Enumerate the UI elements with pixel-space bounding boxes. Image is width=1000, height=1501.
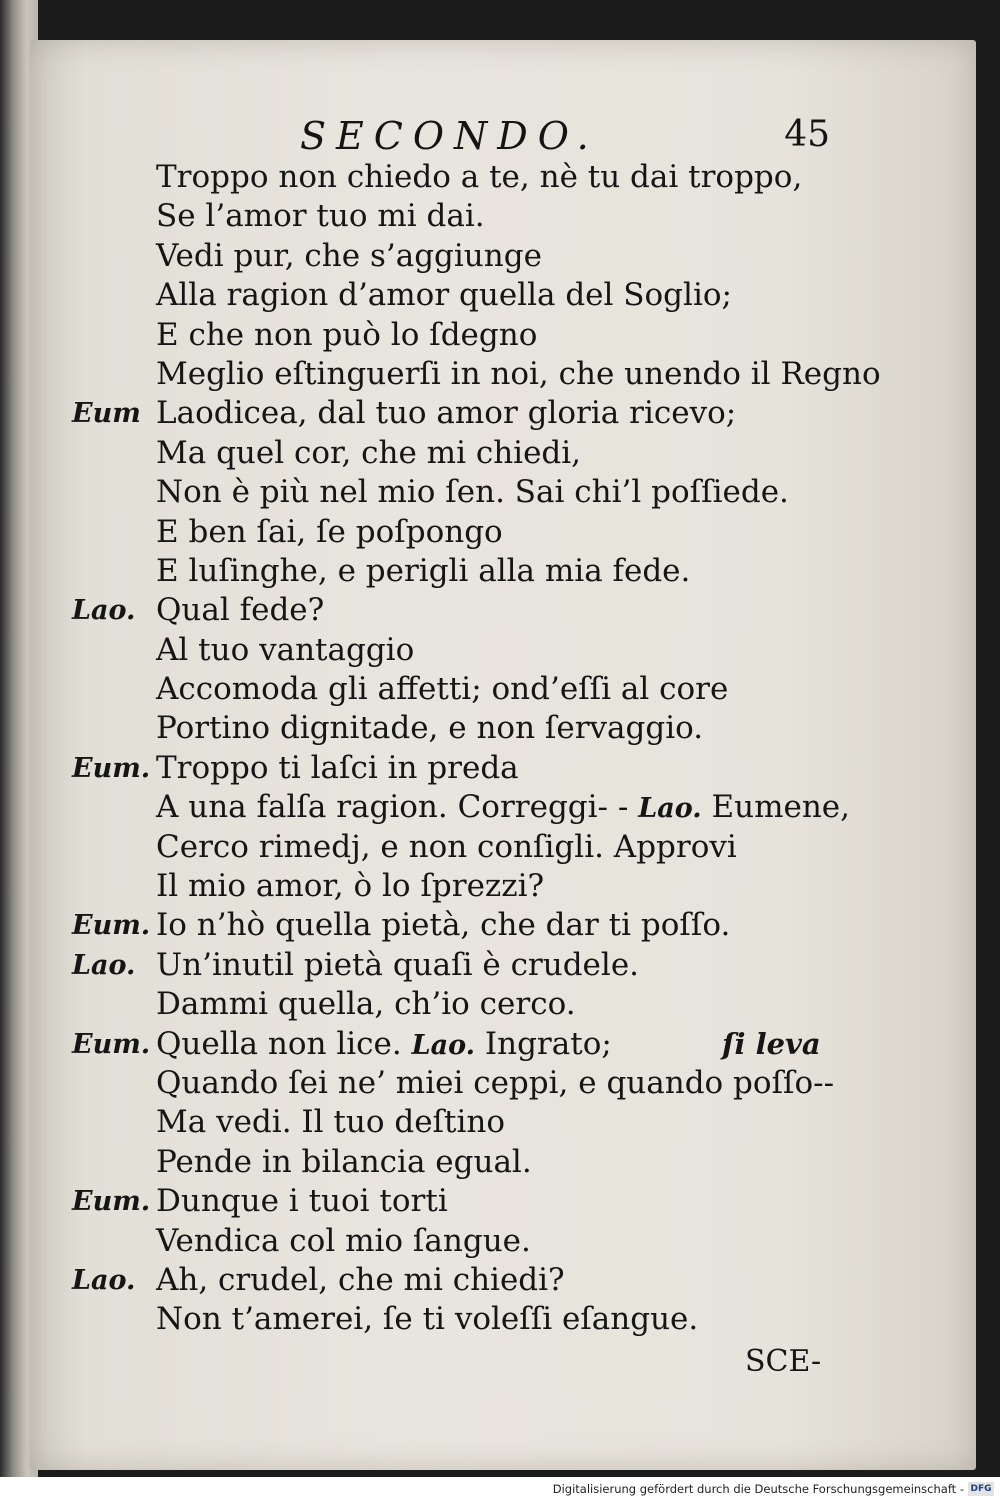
footer-bar xyxy=(0,1477,1000,1501)
verse-text-segment: Alla ragion d’amor quella del Soglio; xyxy=(156,277,732,314)
verse-line xyxy=(72,749,902,788)
verse-line xyxy=(72,276,902,315)
verse-text xyxy=(156,985,576,1024)
verse-text xyxy=(156,867,544,906)
verse-text xyxy=(156,749,519,788)
verse-text xyxy=(156,631,414,670)
verse-text xyxy=(156,1300,698,1339)
verse-text xyxy=(156,316,537,355)
inline-speaker-label: Lao. xyxy=(638,793,702,825)
verse-text xyxy=(156,906,730,945)
verse-text-segment: Vedi pur, che s’aggiunge xyxy=(156,237,542,274)
verse-text-segment: E luſinghe, e perigli alla mia fede. xyxy=(156,552,691,589)
verse-text xyxy=(156,473,789,512)
verse-text xyxy=(156,1103,505,1142)
speaker-label: Lao. xyxy=(72,949,136,981)
catchword: SCE- xyxy=(745,1344,822,1379)
verse-text xyxy=(156,1143,532,1182)
verse-text xyxy=(156,276,732,315)
speaker-label: Eum. xyxy=(72,752,151,784)
verse-text xyxy=(156,946,639,985)
verse-text-segment: Portino dignitade, e non ſervaggio. xyxy=(156,710,704,747)
verse-line xyxy=(72,434,902,473)
verse-text xyxy=(156,552,690,591)
verse-line xyxy=(72,631,902,670)
verse-text-segment: Ma vedi. Il tuo deſtino xyxy=(156,1104,506,1141)
speaker-label: Lao. xyxy=(72,595,136,627)
verse-line xyxy=(72,867,902,906)
verse-text-segment: Troppo non chiedo a te, nè tu dai troppo, xyxy=(156,159,803,195)
verse-text xyxy=(156,1182,448,1221)
verse-text-segment: Al tuo vantaggio xyxy=(156,631,415,668)
inline-speaker-label: Lao. xyxy=(411,1029,476,1061)
verse-text xyxy=(156,158,802,197)
stage-direction: ſi leva xyxy=(722,1026,821,1061)
verse-line xyxy=(72,788,902,827)
verse-line xyxy=(72,985,902,1024)
verse-text-segment: Quando ſei ne’ miei ceppi, e quando poſſo-- xyxy=(156,1064,835,1101)
verse-line xyxy=(72,1182,902,1221)
verse-text xyxy=(156,355,881,394)
verse-text-segment: Qual fede? xyxy=(156,592,325,629)
speaker-label: Eum. xyxy=(72,1186,151,1218)
verse-text xyxy=(156,591,324,630)
verse-text-segment: Quella non lice. xyxy=(156,1025,402,1062)
verse-line xyxy=(72,1300,902,1339)
play-text xyxy=(72,158,902,1340)
verse-text-segment: Non è più nel mio ſen. Sai chi’l poſſiede. xyxy=(156,474,789,511)
verse-text-segment: Laodicea, dal tuo amor gloria ricevo; xyxy=(156,395,737,432)
verse-text xyxy=(156,1261,565,1300)
verse-text-segment: Ah, crudel, che mi chiedi? xyxy=(156,1261,565,1298)
verse-line xyxy=(72,316,902,355)
verse-text-segment: Vendica col mio ſangue. xyxy=(156,1222,531,1259)
verse-text xyxy=(156,237,542,276)
verse-line xyxy=(72,513,902,552)
verse-text-segment: Un’inutil pietà quaſi è crudele. xyxy=(156,946,640,983)
verse-line xyxy=(72,394,902,433)
verse-text-segment: E ben ſai, ſe poſpongo xyxy=(156,513,503,550)
speaker-label: Eum. xyxy=(72,910,151,942)
verse-text-segment: Non t’amerei, ſe ti voleſſi eſangue. xyxy=(156,1301,699,1338)
verse-text-segment: Troppo ti laſci in preda xyxy=(156,749,519,786)
verse-text xyxy=(156,1025,612,1065)
verse-line xyxy=(72,709,902,748)
verse-text xyxy=(156,434,581,473)
verse-line xyxy=(72,1103,902,1142)
verse-line xyxy=(72,906,902,945)
verse-text xyxy=(156,709,703,748)
funding-credit: Digitalisierung gefördert durch die Deutsche Forschungsgemeinschaft - xyxy=(552,1482,964,1496)
page-header xyxy=(300,114,830,158)
verse-line xyxy=(72,1261,902,1300)
verse-line xyxy=(72,591,902,630)
edge-mark xyxy=(4,285,7,315)
verse-line xyxy=(72,197,902,236)
verse-text xyxy=(156,1064,834,1103)
verse-line xyxy=(72,158,902,197)
verse-text xyxy=(156,394,736,433)
verse-text xyxy=(156,828,737,867)
verse-text xyxy=(156,670,728,709)
speaker-label: Lao. xyxy=(72,1264,136,1296)
speaker-label: Eum. xyxy=(72,1028,151,1060)
verse-line xyxy=(72,552,902,591)
verse-line xyxy=(72,1143,902,1182)
verse-line xyxy=(72,1064,902,1103)
verse-line xyxy=(72,237,902,276)
verse-line xyxy=(72,670,902,709)
verse-line xyxy=(72,1222,902,1261)
verse-text-segment: Cerco rimedj, e non conſigli. Approvi xyxy=(156,828,737,865)
page-number: 45 xyxy=(784,114,830,155)
verse-line xyxy=(72,473,902,512)
verse-text-segment: Meglio eſtinguerſi in noi, che unendo il Regno xyxy=(156,355,881,392)
running-title: SECONDO. xyxy=(300,114,599,158)
verse-text-segment: A una falſa ragion. Correggi- - xyxy=(156,789,629,826)
verse-text xyxy=(156,1222,531,1261)
verse-text-segment: Ma quel cor, che mi chiedi, xyxy=(156,434,582,471)
verse-line xyxy=(72,946,902,985)
verse-line xyxy=(72,1025,902,1064)
verse-text-segment: E che non può lo ſdegno xyxy=(156,316,538,353)
verse-text xyxy=(156,197,485,236)
verse-text-continuation: Eumene, xyxy=(711,789,851,826)
verse-text-continuation: Ingrato; xyxy=(484,1025,612,1062)
verse-text-segment: Pende in bilancia egual. xyxy=(156,1143,532,1180)
verse-text-segment: Io n’hò quella pietà, che dar ti poſſo. xyxy=(156,907,731,944)
verse-text xyxy=(156,513,503,552)
verse-text-segment: Accomoda gli affetti; ond’eſſi al core xyxy=(156,671,729,708)
verse-text-segment: Dammi quella, ch’io cerco. xyxy=(156,986,576,1023)
speaker-label: Eum xyxy=(72,398,141,430)
verse-line xyxy=(72,355,902,394)
dfg-logo: DFG xyxy=(968,1482,994,1496)
verse-text-segment: Il mio amor, ò lo ſprezzi? xyxy=(156,868,545,905)
verse-text-segment: Se l’amor tuo mi dai. xyxy=(156,198,485,235)
verse-text-segment: Dunque i tuoi torti xyxy=(156,1183,448,1220)
verse-text xyxy=(156,788,850,828)
verse-line xyxy=(72,828,902,867)
